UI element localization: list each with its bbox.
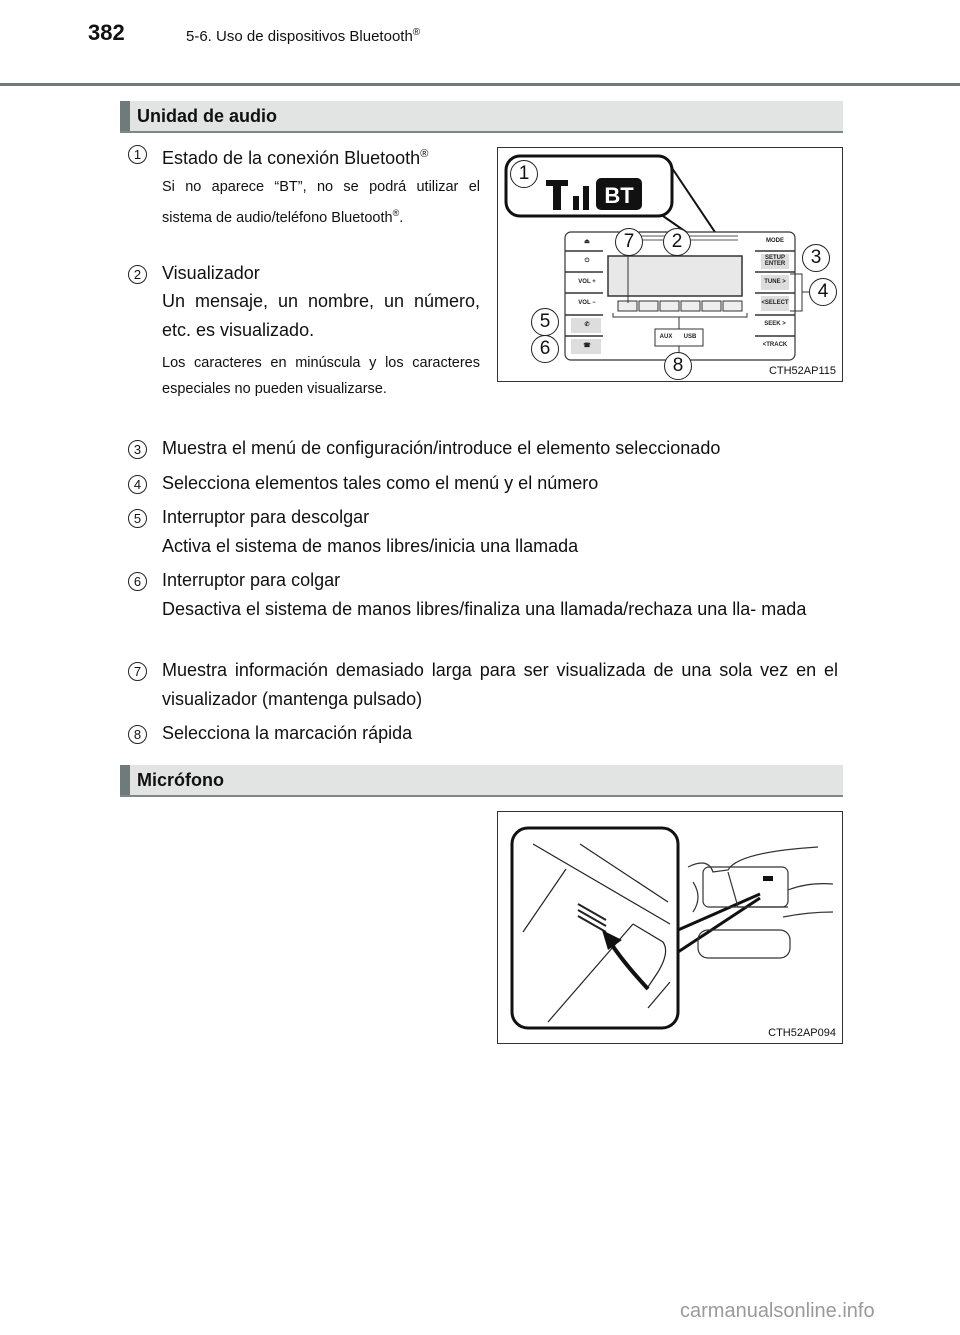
callout-7: 7 <box>615 228 643 256</box>
item-4-title: Selecciona elementos tales como el menú y el número <box>162 473 599 493</box>
tune-button: TUNE > <box>764 279 786 285</box>
item-number-6: 6 <box>128 572 147 591</box>
running-head: 5-6. Uso de dispositivos Bluetooth® <box>186 27 421 45</box>
callout-3: 3 <box>802 244 830 272</box>
vol-up-button: VOL + <box>578 279 596 285</box>
item-3-title: Muestra el menú de configuración/introduce el elemento seleccionado <box>162 438 721 458</box>
item-5-title: Interruptor para descolgar <box>162 507 370 527</box>
select-button: <SELECT <box>761 300 789 306</box>
item-7-title: Muestra información demasiado larga para ser visualizada de una sola vez en el visualizador (mantenga pulsado) <box>162 660 838 709</box>
on-hook-button: ☎ <box>583 343 591 349</box>
svg-text:BT: BT <box>604 183 634 208</box>
item-2-note: Los caracteres en minúscula y los caracteres especiales no pueden visualizarse. <box>162 355 480 397</box>
callout-6: 6 <box>531 335 559 363</box>
figure-code: CTH52AP094 <box>768 1027 836 1039</box>
section-accent <box>120 101 130 131</box>
callout-5: 5 <box>531 308 559 336</box>
mode-button: MODE <box>766 238 784 244</box>
microphone-diagram <box>498 812 842 1043</box>
item-1-note: Si no aparece “BT”, no se podrá utilizar el sistema de audio/teléfono Bluetooth®. <box>162 179 480 226</box>
vol-down-button: VOL − <box>578 300 596 306</box>
aux-port-label: AUX <box>659 334 673 340</box>
header-rule <box>0 83 960 86</box>
seek-button: SEEK > <box>764 321 786 327</box>
callout-1: 1 <box>510 160 538 188</box>
section-header-microphone <box>120 765 843 797</box>
item-8-title: Selecciona la marcación rápida <box>162 723 413 743</box>
item-1-title: Estado de la conexión Bluetooth® <box>162 148 429 168</box>
item-number-1: 1 <box>128 145 147 164</box>
item-6-desc: Desactiva el sistema de manos libres/finaliza una llamada/rechaza una lla- mada <box>162 599 807 619</box>
section-accent <box>120 765 130 795</box>
item-number-7: 7 <box>128 662 147 681</box>
item-5-desc: Activa el sistema de manos libres/inicia una llamada <box>162 536 579 556</box>
section-title: Micrófono <box>137 770 224 790</box>
track-button: <TRACK <box>762 342 788 348</box>
page-number: 382 <box>88 20 125 45</box>
callout-8: 8 <box>664 352 692 380</box>
eject-button: ⏏ <box>584 239 590 245</box>
watermark: carmanualsonline.info <box>680 1300 875 1322</box>
figure-code: CTH52AP115 <box>768 365 836 377</box>
item-number-2: 2 <box>128 265 147 284</box>
setup-enter-button: SETUP ENTER <box>764 255 786 267</box>
item-number-3: 3 <box>128 440 147 459</box>
off-hook-button: ✆ <box>584 322 590 328</box>
section-header-audio-unit <box>120 101 843 133</box>
microphone-figure <box>497 811 843 1044</box>
audio-unit-figure <box>497 147 843 382</box>
item-number-8: 8 <box>128 725 147 744</box>
item-number-4: 4 <box>128 475 147 494</box>
item-2-desc: Un mensaje, un nombre, un número, etc. es visualizado. <box>162 291 480 340</box>
callout-4: 4 <box>809 278 837 306</box>
callout-2: 2 <box>663 228 691 256</box>
power-button: ⏻ <box>584 258 590 264</box>
usb-port-label: USB <box>683 334 697 340</box>
item-6-title: Interruptor para colgar <box>162 570 341 590</box>
item-number-5: 5 <box>128 509 147 528</box>
section-title: Unidad de audio <box>137 106 278 126</box>
item-2-title: Visualizador <box>162 263 260 283</box>
